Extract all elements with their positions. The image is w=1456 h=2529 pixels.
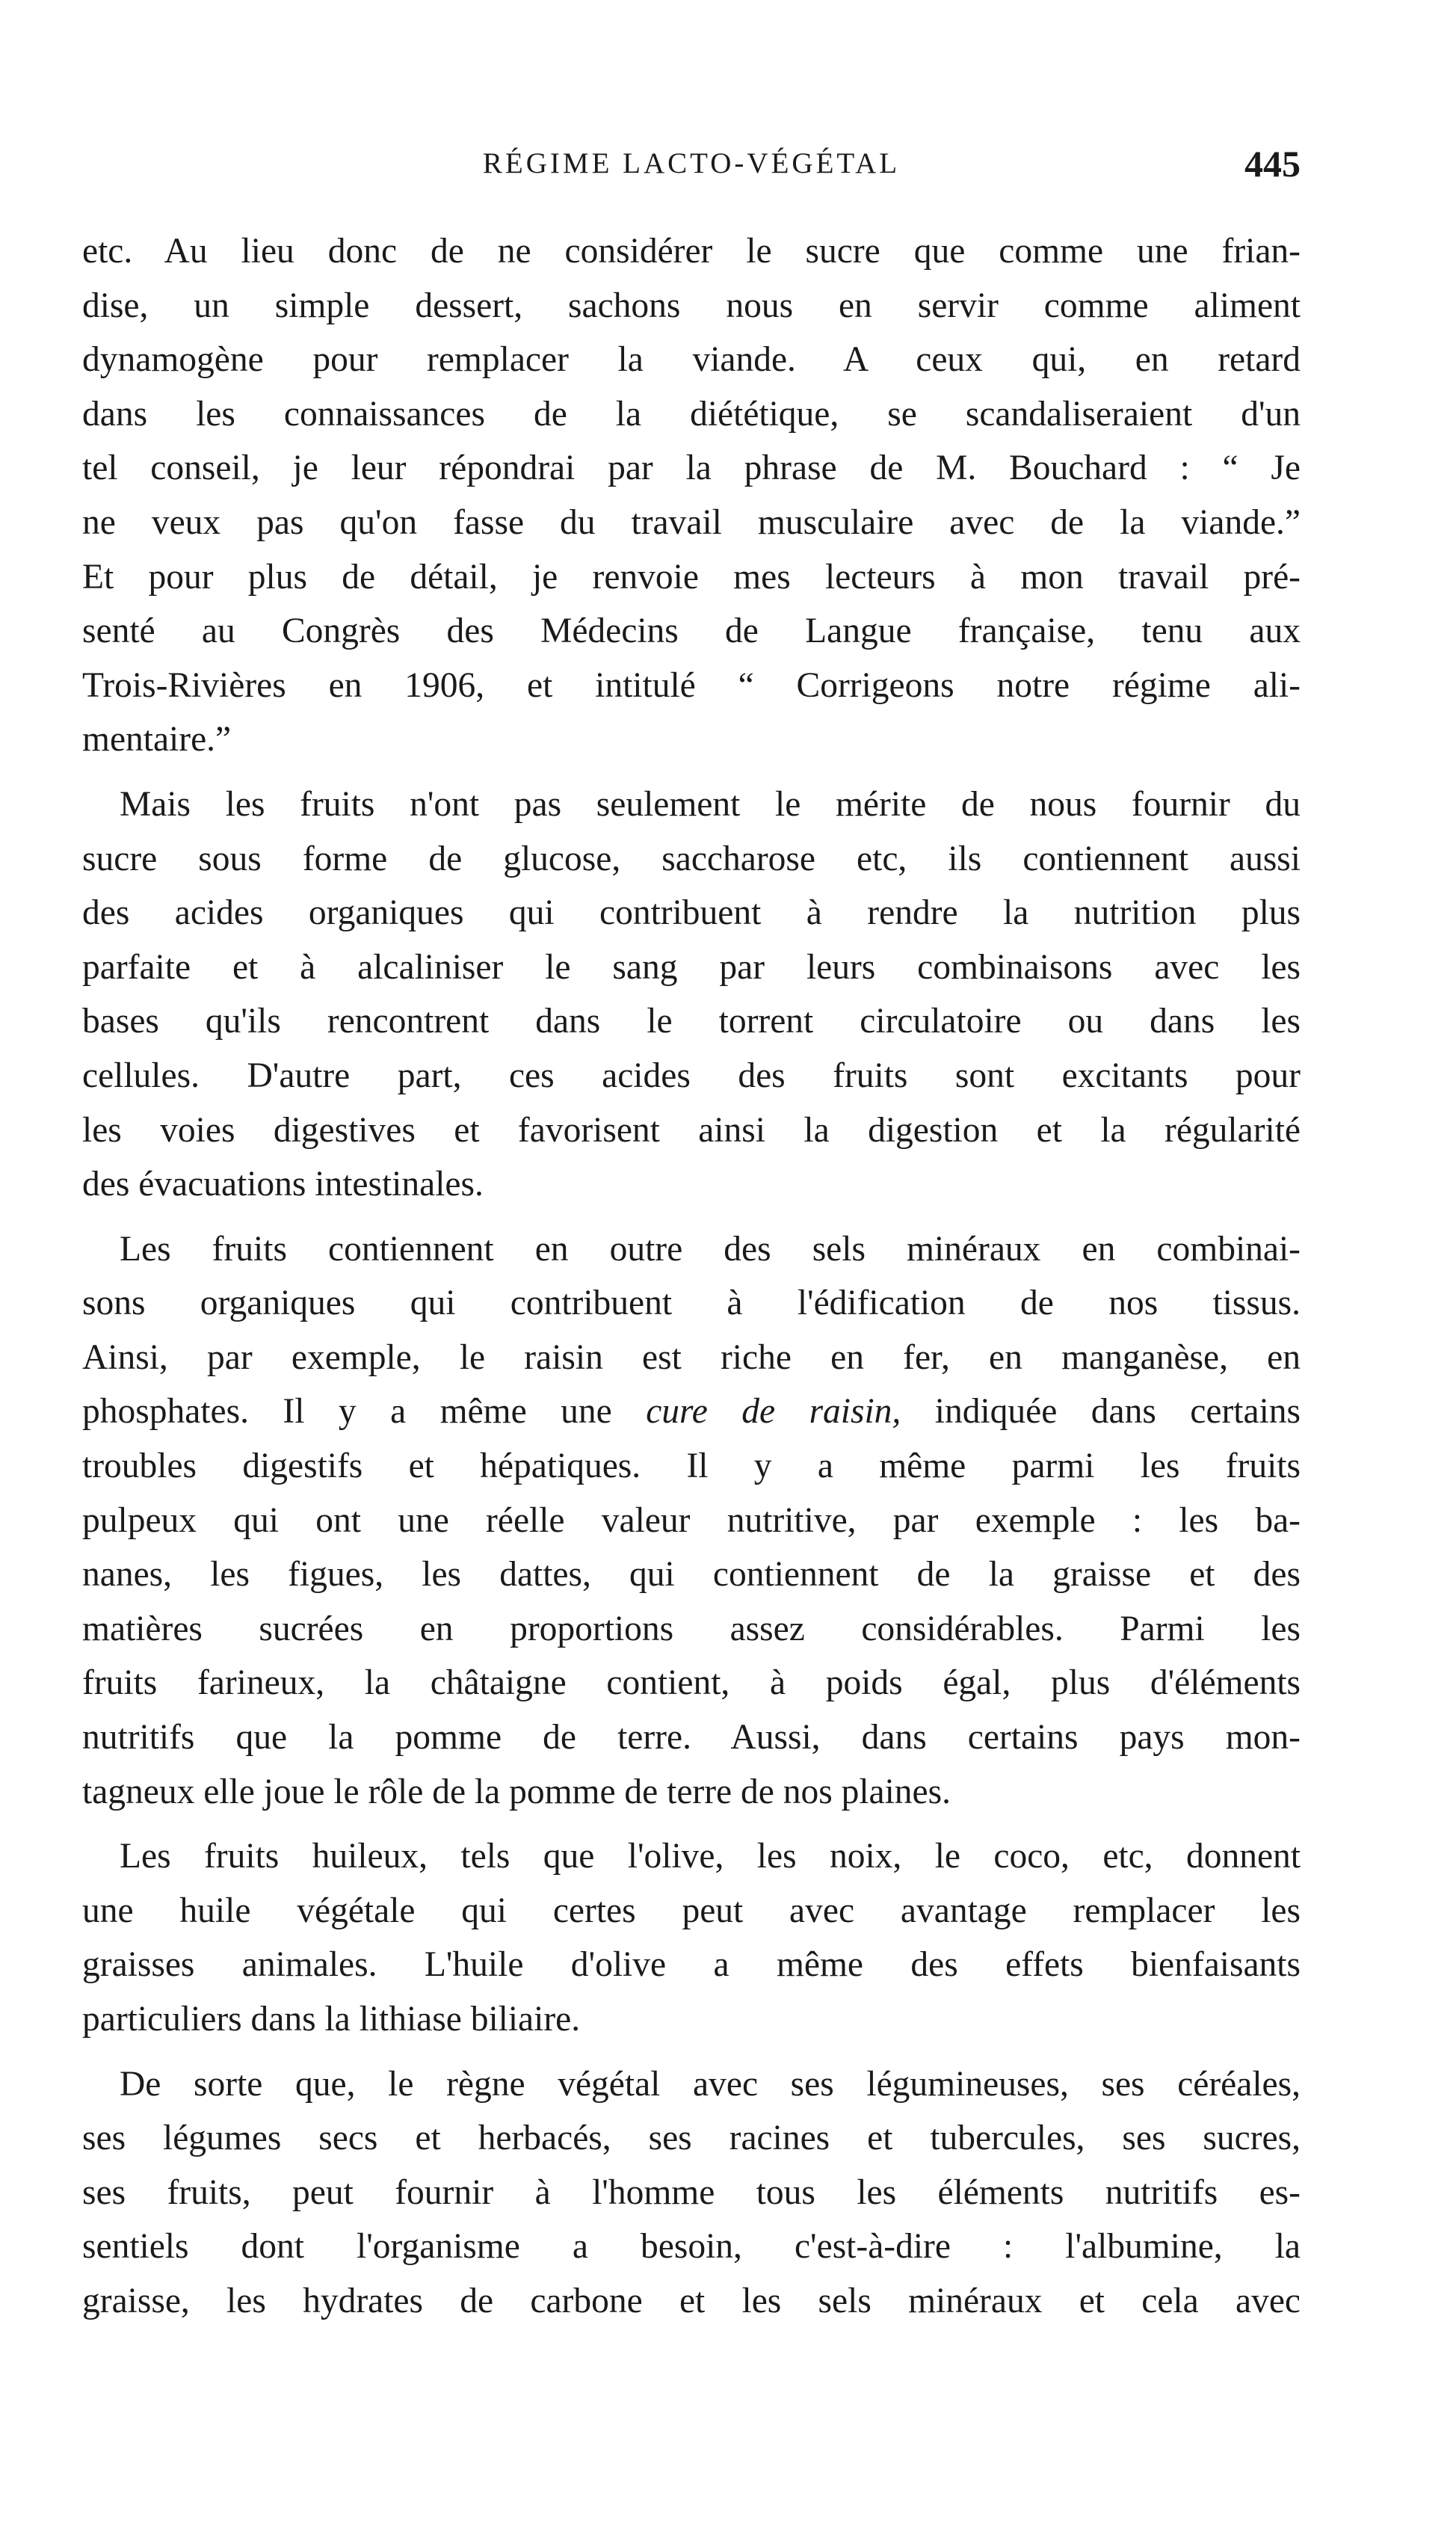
- paragraph-3: [82, 1222, 1301, 1820]
- text-line: dynamogène pour remplacer la viande. A ceux qui, en retard: [82, 340, 1301, 380]
- text-line: etc. Au lieu donc de ne considérer le sucre que comme une frian-: [82, 232, 1301, 271]
- text-line: nutritifs que la pomme de terre. Aussi, dans certains pays mon-: [82, 1718, 1301, 1758]
- text-line: ses fruits, peut fournir à l'homme tous les éléments nutritifs es-: [82, 2172, 1301, 2212]
- text-line: fruits farineux, la châtaigne contient, à poids égal, plus d'éléments: [82, 1663, 1301, 1703]
- paragraph-2: [82, 777, 1301, 1212]
- text-line: les voies digestives et favorisent ainsi la digestion et la régularité: [82, 1110, 1301, 1150]
- text-line: sons organiques qui contribuent à l'édification de nos tissus.: [82, 1284, 1301, 1323]
- text-line: Trois-Rivières en 1906, et intitulé “ Corrigeons notre régime ali-: [82, 665, 1301, 705]
- text-line: dans les connaissances de la diététique, se scandaliseraient d'un: [82, 394, 1301, 434]
- paragraph-5: [82, 2057, 1301, 2329]
- text-line: mentaire.”: [82, 720, 232, 760]
- text-line: cellules. D'autre part, ces acides des fruits sont excitants pour: [82, 1056, 1301, 1095]
- paragraph-1: [82, 224, 1301, 767]
- page-header: [82, 143, 1301, 191]
- text-line: sucre sous forme de glucose, saccharose etc, ils contiennent aussi: [82, 839, 1301, 878]
- text-line: une huile végétale qui certes peut avec avantage remplacer les: [82, 1891, 1301, 1930]
- text-line: tel conseil, je leur répondrai par la phrase de M. Bouchard : “ Je: [82, 449, 1301, 488]
- text-line: tagneux elle joue le rôle de la pomme de terre de nos plaines.: [82, 1772, 951, 1811]
- text-line: ne veux pas qu'on fasse du travail musculaire avec de la viande.”: [82, 502, 1301, 542]
- text-line: nanes, les figues, les dattes, qui contiennent de la graisse et des: [82, 1555, 1301, 1595]
- italic-phrase: cure de raisin,: [646, 1392, 901, 1432]
- text-line: Et pour plus de détail, je renvoie mes lecteurs à mon travail pré-: [82, 557, 1301, 597]
- page-number: 445: [1244, 143, 1301, 185]
- text-line: ses légumes secs et herbacés, ses racines et tubercules, ses sucres,: [82, 2119, 1301, 2158]
- text-line: matières sucrées en proportions assez considérables. Parmi les: [82, 1609, 1301, 1648]
- text-segment: phosphates. Il y a même une: [82, 1392, 647, 1432]
- text-line: des évacuations intestinales.: [82, 1165, 484, 1204]
- text-line: Mais les fruits n'ont pas seulement le mérite de nous fournir du: [120, 784, 1301, 824]
- text-line: senté au Congrès des Médecins de Langue française, tenu aux: [82, 612, 1301, 651]
- text-line: troubles digestifs et hépatiques. Il y a même parmi les fruits: [82, 1447, 1301, 1486]
- body-text: [82, 224, 1301, 2329]
- text-line: Les fruits contiennent en outre des sels minéraux en combinai-: [120, 1229, 1301, 1269]
- text-line: dise, un simple dessert, sachons nous en servir comme aliment: [82, 286, 1301, 325]
- text-line: particuliers dans la lithiase biliaire.: [82, 2000, 581, 2039]
- text-line: bases qu'ils rencontrent dans le torrent circulatoire ou dans les: [82, 1002, 1301, 1041]
- text-segment: indiquée dans certains: [901, 1392, 1301, 1432]
- text-line: Ainsi, par exemple, le raisin est riche en fer, en manganèse, en: [82, 1337, 1301, 1377]
- paragraph-4: [82, 1829, 1301, 2046]
- text-line-with-italic: [82, 1384, 1301, 1439]
- running-title: RÉGIME LACTO-VÉGÉTAL: [482, 147, 901, 179]
- text-line: parfaite et à alcaliniser le sang par leurs combinaisons avec les: [82, 947, 1301, 987]
- text-line: pulpeux qui ont une réelle valeur nutritive, par exemple : les ba-: [82, 1500, 1301, 1540]
- text-line: graisse, les hydrates de carbone et les sels minéraux et cela avec: [82, 2281, 1301, 2320]
- text-line: sentiels dont l'organisme a besoin, c'est-à-dire : l'albumine, la: [82, 2227, 1301, 2267]
- text-line: des acides organiques qui contribuent à rendre la nutrition plus: [82, 893, 1301, 933]
- text-line: Les fruits huileux, tels que l'olive, les noix, le coco, etc, donnent: [120, 1837, 1301, 1876]
- text-line: graisses animales. L'huile d'olive a même des effets bienfaisants: [82, 1945, 1301, 1985]
- text-line: De sorte que, le règne végétal avec ses légumineuses, ses céréales,: [120, 2064, 1301, 2104]
